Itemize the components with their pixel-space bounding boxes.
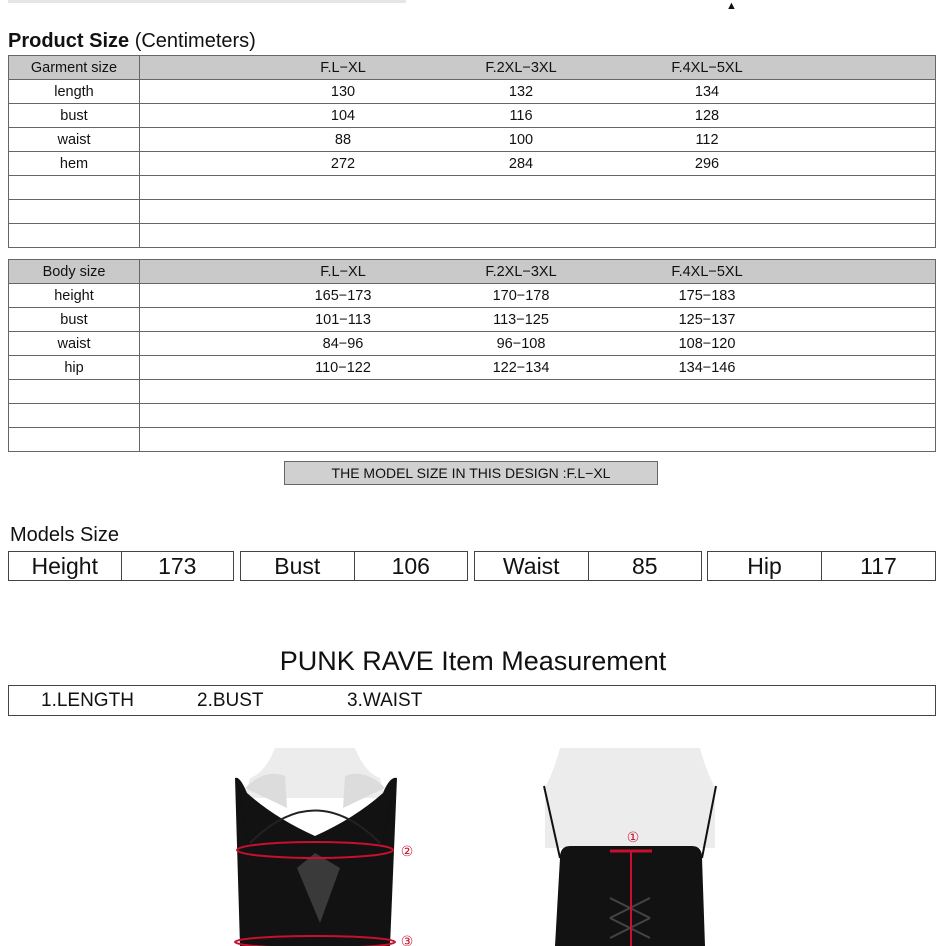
table-row bbox=[9, 284, 936, 308]
top-divider bbox=[8, 0, 406, 3]
row-label: hip bbox=[9, 356, 140, 380]
row-label: waist bbox=[9, 128, 140, 152]
header-label: Garment size bbox=[9, 56, 140, 80]
model-bust-box bbox=[240, 551, 468, 581]
marker-1: ① bbox=[626, 830, 640, 846]
model-hip-label: Hip bbox=[708, 552, 822, 580]
measurement-item-bust: 2.BUST bbox=[197, 690, 264, 711]
cell-value: 96−108 bbox=[496, 336, 546, 352]
table-row bbox=[9, 104, 936, 128]
row-label: hem bbox=[9, 152, 140, 176]
model-hip-box bbox=[707, 551, 936, 581]
model-height-box bbox=[8, 551, 234, 581]
mannequin-back bbox=[545, 748, 715, 788]
table-row bbox=[9, 308, 936, 332]
empty-row bbox=[9, 428, 936, 452]
row-label: bust bbox=[9, 104, 140, 128]
measurement-legend bbox=[8, 685, 936, 716]
garment-front-photo bbox=[215, 748, 415, 946]
cell-value: 122−134 bbox=[492, 360, 550, 376]
empty-row bbox=[9, 176, 936, 200]
cell-value: 116 bbox=[509, 108, 533, 124]
header-size-1: F.L−XL bbox=[320, 264, 366, 280]
cell-value: 132 bbox=[508, 84, 534, 100]
cell-value: 284 bbox=[508, 156, 534, 172]
cell-value: 134−146 bbox=[678, 360, 736, 376]
table-header-row bbox=[9, 260, 936, 284]
empty-row bbox=[9, 380, 936, 404]
header-label: Body size bbox=[9, 260, 140, 284]
cell-value: 130 bbox=[330, 84, 356, 100]
triangle-up-icon: ▲ bbox=[726, 0, 737, 12]
model-waist-box bbox=[474, 551, 702, 581]
empty-row bbox=[9, 224, 936, 248]
model-hip-value: 117 bbox=[860, 553, 897, 579]
row-label: waist bbox=[9, 332, 140, 356]
model-height-value: 173 bbox=[158, 553, 197, 579]
cell-value: 170−178 bbox=[492, 288, 550, 304]
cell-value: 104 bbox=[330, 108, 356, 124]
measurement-item-waist: 3.WAIST bbox=[347, 690, 423, 711]
row-label: length bbox=[9, 80, 140, 104]
cell-value: 272 bbox=[330, 156, 356, 172]
cell-value: 296 bbox=[694, 156, 720, 172]
measurement-item-length: 1.LENGTH bbox=[41, 690, 134, 711]
model-height-label: Height bbox=[9, 552, 122, 580]
table-row bbox=[9, 332, 936, 356]
cell-value: 84−96 bbox=[322, 336, 364, 352]
model-bust-value: 106 bbox=[391, 553, 430, 579]
header-size-3: F.4XL−5XL bbox=[671, 60, 743, 76]
cell-value: 165−173 bbox=[314, 288, 372, 304]
marker-3: ③ bbox=[400, 934, 414, 946]
cell-value: 110−122 bbox=[315, 360, 371, 376]
empty-row bbox=[9, 200, 936, 224]
table-row bbox=[9, 128, 936, 152]
row-label: bust bbox=[9, 308, 140, 332]
table-row bbox=[9, 152, 936, 176]
marker-2: ② bbox=[400, 844, 414, 860]
model-waist-value: 85 bbox=[631, 553, 658, 579]
models-size-title: Models Size bbox=[10, 524, 119, 546]
measurement-title: PUNK RAVE Item Measurement bbox=[279, 646, 667, 676]
table-header-row bbox=[9, 56, 936, 80]
cell-value: 128 bbox=[694, 108, 720, 124]
header-size-3: F.4XL−5XL bbox=[671, 264, 743, 280]
header-size-1: F.L−XL bbox=[320, 60, 366, 76]
garment-back-photo bbox=[530, 748, 730, 946]
model-waist-label: Waist bbox=[475, 552, 589, 580]
cell-value: 113−125 bbox=[493, 312, 549, 328]
cell-value: 112 bbox=[695, 132, 719, 148]
table-row bbox=[9, 80, 936, 104]
model-bust-label: Bust bbox=[241, 552, 355, 580]
row-label: height bbox=[9, 284, 140, 308]
cell-value: 101−113 bbox=[315, 312, 371, 328]
header-size-2: F.2XL−3XL bbox=[485, 264, 557, 280]
cell-value: 108−120 bbox=[678, 336, 736, 352]
cell-value: 100 bbox=[508, 132, 534, 148]
cell-value: 88 bbox=[334, 132, 352, 148]
table-row bbox=[9, 356, 936, 380]
model-size-banner: THE MODEL SIZE IN THIS DESIGN :F.L−XL bbox=[284, 461, 658, 485]
empty-row bbox=[9, 404, 936, 428]
cell-value: 125−137 bbox=[678, 312, 736, 328]
header-size-2: F.2XL−3XL bbox=[485, 60, 557, 76]
body-size-table bbox=[8, 259, 936, 452]
product-size-title: Product Size (Centimeters) bbox=[8, 30, 256, 52]
cell-value: 134 bbox=[694, 84, 720, 100]
cell-value: 175−183 bbox=[678, 288, 736, 304]
garment-size-table bbox=[8, 55, 936, 248]
